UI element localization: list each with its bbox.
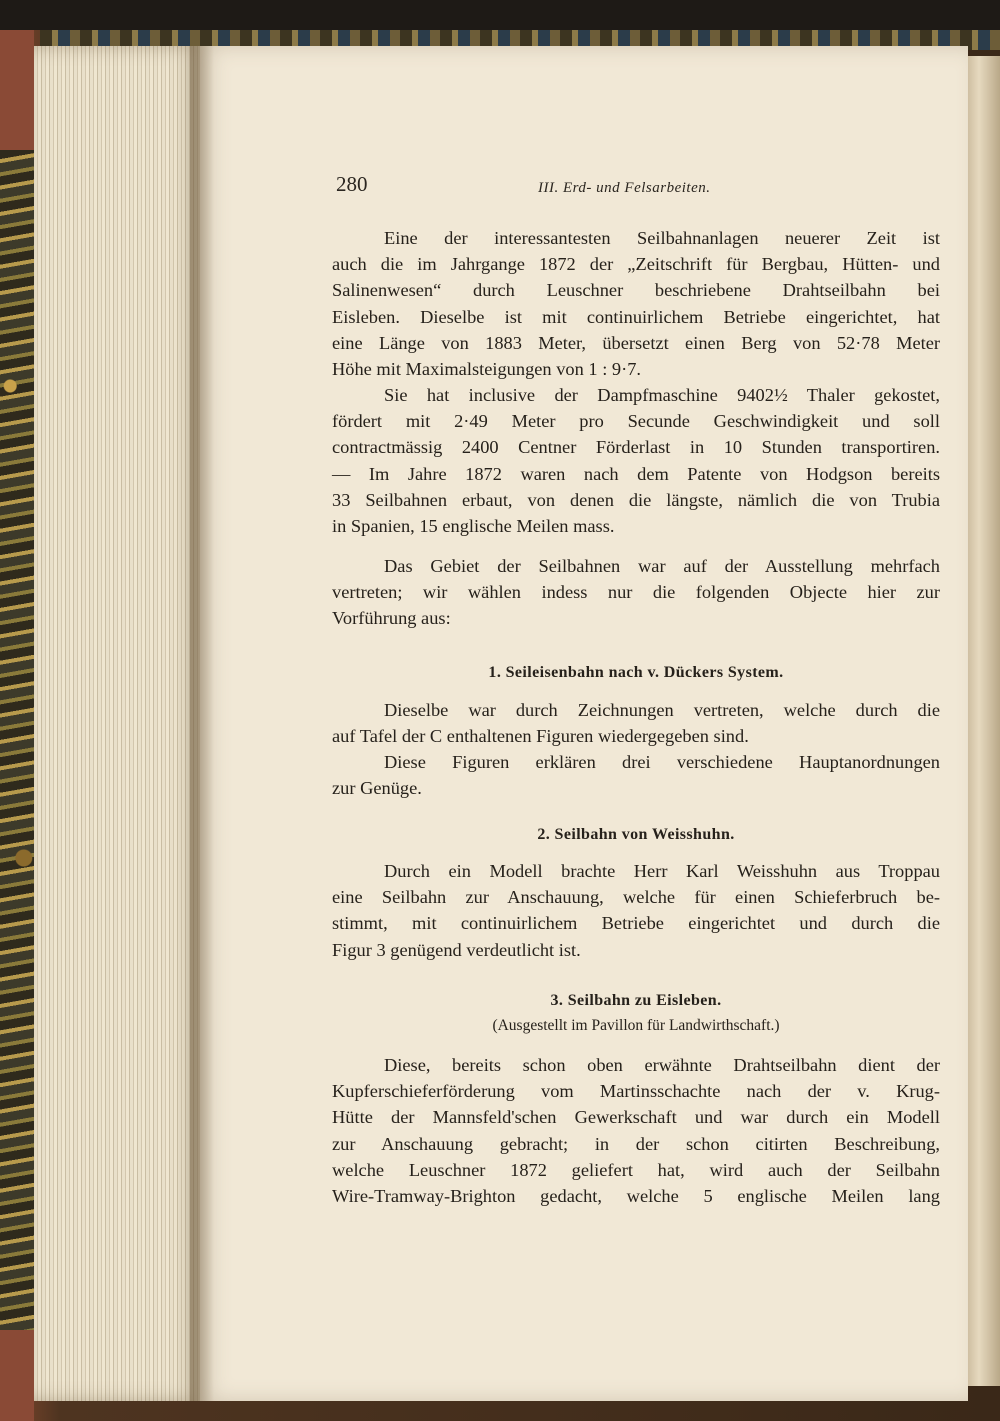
section-1-paragraph-1 xyxy=(332,697,940,749)
page-number: 280 xyxy=(336,172,368,196)
section-heading-1: 1. Seileisenbahn nach v. Dückers System. xyxy=(488,664,784,681)
text-line: 33 Seilbahnen erbaut, von denen die längste, nämlich die von Trubia xyxy=(332,489,940,510)
text-line: Höhe mit Maximalsteigungen von 1 : 9·7. xyxy=(332,359,642,380)
paragraph-1 xyxy=(332,225,940,382)
page-edges-right xyxy=(965,56,1000,1386)
section-heading-2: 2. Seilbahn von Weisshuhn. xyxy=(537,826,735,843)
text-line: Wire-Tramway-Brighton gedacht, welche 5 englische Meilen lang xyxy=(332,1186,940,1207)
cover-corner-bottom xyxy=(0,1330,34,1421)
text-line: Figur 3 genügend verdeutlicht ist. xyxy=(332,939,581,960)
text-line: stimmt, mit continuirlichem Betriebe eingerichtet und durch die xyxy=(332,913,940,934)
text-line: Diese, bereits schon oben erwähnte Drahtseilbahn dient der xyxy=(384,1055,940,1075)
text-line: auf Tafel der C enthaltenen Figuren wiedergegeben sind. xyxy=(332,726,749,747)
text-line: Diese Figuren erklären drei verschiedene Hauptanordnungen xyxy=(384,752,940,772)
text-line: auch die im Jahrgange 1872 der „Zeitschrift für Bergbau, Hütten- und xyxy=(332,254,940,275)
section-3-paragraph-1 xyxy=(332,1052,940,1209)
text-line: eine Länge von 1883 Meter, übersetzt einen Berg von 52·78 Meter xyxy=(332,332,940,353)
text-line: Eine der interessantesten Seilbahnanlagen neuerer Zeit ist xyxy=(384,228,940,248)
text-line: welche Leuschner 1872 geliefert hat, wird auch der Seilbahn xyxy=(332,1159,940,1180)
page-gutter-shadow xyxy=(190,46,214,1401)
text-line: Eisleben. Dieselbe ist mit continuirlichem Betriebe eingerichtet, hat xyxy=(332,306,940,327)
text-line: Durch ein Modell brachte Herr Karl Weisshuhn aus Troppau xyxy=(384,861,940,881)
text-line: — Im Jahre 1872 waren nach dem Patente von Hodgson bereits xyxy=(332,463,940,484)
marbled-cover-edge xyxy=(0,150,34,1330)
section-heading-3: 3. Seilbahn zu Eisleben. xyxy=(550,992,722,1009)
text-line: fördert mit 2·49 Meter pro Secunde Geschwindigkeit und soll xyxy=(332,411,940,432)
text-line: zur Genüge. xyxy=(332,778,422,799)
paragraph-3 xyxy=(332,553,940,632)
cover-corner-top xyxy=(0,30,34,150)
page-edges-left xyxy=(34,46,200,1401)
text-line: Dieselbe war durch Zeichnungen vertreten, welche durch die xyxy=(384,700,940,720)
paragraph-2 xyxy=(332,382,940,539)
text-line: vertreten; wir wählen indess nur die folgenden Objecte hier zur xyxy=(332,582,940,603)
text-line: Hütte der Mannsfeld'schen Gewerkschaft und war durch ein Modell xyxy=(332,1107,940,1128)
text-line: eine Seilbahn zur Anschauung, welche für einen Schieferbruch be- xyxy=(332,887,940,908)
section-1-paragraph-2 xyxy=(332,749,940,801)
text-line: zur Anschauung gebracht; in der schon citirten Beschreibung, xyxy=(332,1133,940,1154)
text-line: Das Gebiet der Seilbahnen war auf der Ausstellung mehrfach xyxy=(384,556,940,576)
section-2-paragraph-1 xyxy=(332,858,940,963)
text-line: Vorführung aus: xyxy=(332,608,451,629)
text-line: Sie hat inclusive der Dampfmaschine 9402½ Thaler gekostet, xyxy=(384,385,940,405)
text-line: Kupferschieferförderung vom Martinsschachte nach der v. Krug- xyxy=(332,1081,940,1102)
section-subheading-3: (Ausgestellt im Pavillon für Landwirthschaft.) xyxy=(492,1017,780,1034)
text-line: Salinenwesen“ durch Leuschner beschriebene Drahtseilbahn bei xyxy=(332,280,940,301)
text-line: in Spanien, 15 englische Meilen mass. xyxy=(332,516,615,537)
text-line: contractmässig 2400 Centner Förderlast in 10 Stunden transportiren. xyxy=(332,437,940,458)
running-head: III. Erd- und Felsarbeiten. xyxy=(538,180,711,196)
